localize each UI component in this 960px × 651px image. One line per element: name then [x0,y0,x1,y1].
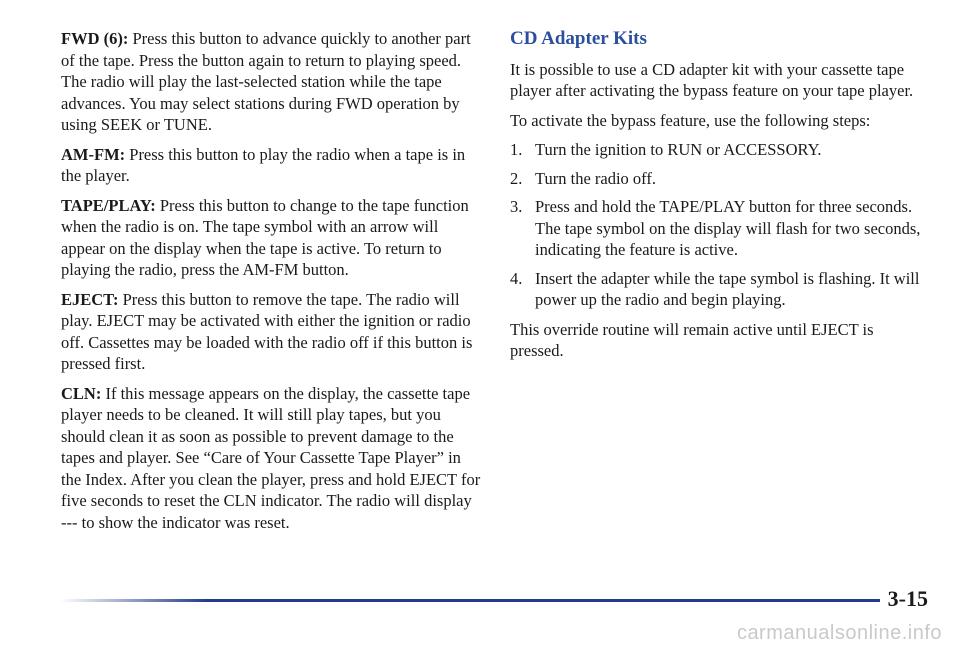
step-number: 3. [510,197,523,216]
left-column [61,28,481,541]
footer-rule [60,599,880,602]
entry-term: EJECT: [61,289,119,309]
intro-paragraph: It is possible to use a CD adapter kit with your cassette tape player after activating the bypass feature on your tape player. [510,59,914,100]
entry-fwd [61,28,481,136]
step-number: 4. [510,268,523,288]
list-item [510,168,925,190]
outro-paragraph: This override routine will remain active until EJECT is pressed. [510,319,874,360]
list-item [510,268,925,311]
step-text: Press and hold the TAPE/PLAY button for three seconds. The tape symbol on the display will flash for two seconds, indicating the feature is active. [535,197,921,259]
entry-tape-play [61,195,481,281]
page-number: 3-15 [887,586,928,611]
entry-am-fm [61,144,481,187]
steps-list [510,139,925,311]
entry-term: TAPE/PLAY: [61,195,156,215]
entry-eject [61,289,481,375]
entry-term: FWD (6): [61,29,129,48]
step-text: Turn the radio off. [535,168,656,188]
entry-term: CLN: [61,383,102,403]
section-heading: CD Adapter Kits [510,28,647,49]
step-number: 1. [510,140,523,159]
list-item [510,139,925,161]
step-number: 2. [510,168,523,188]
right-column [510,28,925,370]
entry-text: If this message appears on the display, the cassette tape player needs to be cleaned. It will still play tapes, but you should clean it as soon as possible to prevent damage to the tapes and player. See “Care of Your Cassette Tape Player” in the Index. After you clean the player, press and hold EJECT for five seconds to reset the CLN indicator. The radio will display --- to show the indicator was reset. [61,383,481,532]
entry-term: AM-FM: [61,144,126,164]
step-text: Turn the ignition to RUN or ACCESSORY. [535,140,822,159]
list-item [510,196,925,261]
entry-text: Press this button to advance quickly to another part of the tape. Press the button again to return to playing speed. The radio will play the last-selected station while the tape advances. You may select stations during FWD operation by using SEEK or TUNE. [61,29,471,134]
entry-cln [61,383,481,534]
steps-intro: To activate the bypass feature, use the following steps: [510,110,871,130]
entry-text: Press this button to remove the tape. The radio will play. EJECT may be activated with either the ignition or radio off. Cassettes may be loaded with the radio off if this button is pressed first. [61,289,473,373]
step-text: Insert the adapter while the tape symbol is flashing. It will power up the radio and begin playing. [535,268,920,309]
entry-text: Press this button to play the radio when a tape is in the player. [61,144,466,185]
watermark: carmanualsonline.info [736,622,942,644]
entry-text: Press this button to change to the tape function when the radio is on. The tape symbol with an arrow will appear on the display when the tape is active. To return to playing the radio, press the AM-FM button. [61,195,469,279]
